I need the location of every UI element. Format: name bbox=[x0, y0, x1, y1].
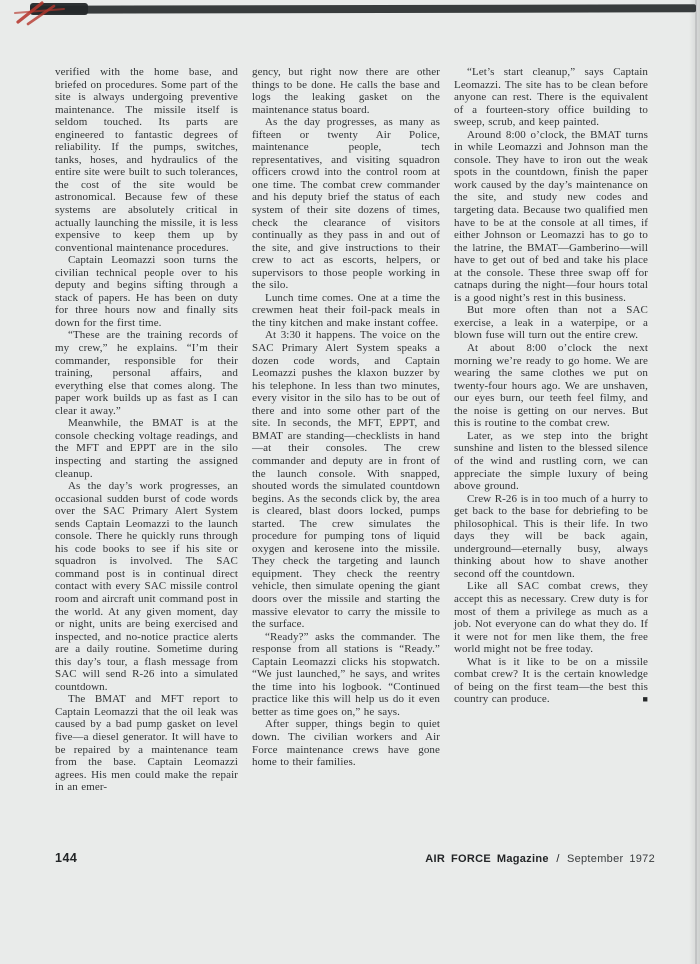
paragraph: At 3:30 it happens. The voice on the SAC Primary Alert System speaks a dozen code words, and Captain Leomazzi pushes the klaxon buzzer by his telephone. In less than two minutes, every visitor in the silo has to be out of there and into some other part of the site. In seconds, the MFT, EPPT, and BMAT are standing—checklists in hand—at their consoles. The crew commander and deputy are in front of the launch console. With snapped, shouted words the simulated countdown begins. As the seconds click by, the area is cleared, blast doors locked, pumps started. The crew simulates the procedure for pumping tons of liquid oxygen and kerosene into the missile. They check the targeting and launch equipment. They check the reentry vehicle, then simulate opening the giant doors over the missile and starting the massive elevator to carry the missile to the surface. bbox=[252, 329, 440, 631]
scan-line-artifact bbox=[30, 4, 696, 13]
paragraph: Crew R-26 is in too much of a hurry to get back to the base for debriefing to be philosophical. This is their life. In two days they will be back again, underground—eternally busy, always thinking about how to shave another second off the countdown. bbox=[454, 492, 648, 580]
paragraph: verified with the home base, and briefed on procedures. Some part of the site is always undergoing preventive maintenance. The missile itself is seldom touched. Its parts are engineered to fantastic degrees of reliability. If the pumps, switches, tanks, hoses, and hydraulics of the entire site were built to such tolerances, the cost of the site would be astronomical. Because few of these systems are absolutely critical in actually launching the missile, it is less expensive to keep them up by conventional maintenance procedures. bbox=[55, 66, 238, 254]
paragraph: Like all SAC combat crews, they accept this as necessary. Crew duty is for most of them a privilege as much as a job. Not everyone can do what they do. If it were not for men like them, the free world might not be free today. bbox=[454, 580, 648, 656]
issue-date: September 1972 bbox=[566, 853, 655, 865]
paragraph: “Ready?” asks the commander. The response from all stations is “Ready.” Captain Leomazzi clicks his stopwatch. “We just launched,” he says, and writes the time into his logbook. “Continued practice like this will help us do it even better as time goes on,” he says. bbox=[252, 630, 440, 718]
paragraph: The BMAT and MFT report to Captain Leomazzi that the oil leak was caused by a bad pump gasket on level five—a diesel generator. It will have to be repaired by a maintenance team from the base. Captain Leomazzi agrees. His men could make the repair in an emer- bbox=[55, 693, 238, 794]
column-left bbox=[55, 66, 238, 794]
magazine-name: AIR FORCE Magazine bbox=[425, 853, 549, 865]
paragraph: After supper, things begin to quiet down. The civilian workers and Air Force maintenance crews have gone home to their families. bbox=[252, 718, 440, 769]
paragraph-last bbox=[454, 656, 648, 706]
article-body bbox=[55, 66, 648, 794]
paragraph: “Let’s start cleanup,” says Captain Leomazzi. The site has to be clean before anyone can rest. There is the equivalent of a fourteen-story office building to sweep, scrub, and keep painted. bbox=[454, 66, 648, 129]
paragraph: Around 8:00 o’clock, the BMAT turns in while Leomazzi and Johnson man the console. They have to iron out the weak spots in the countdown, finish the paper work caused by the day’s maintenance on the site, and study new codes and targeting data. Because two qualified men have to be at the console at all times, if either Johnson or Leomazzi has to go to the latrine, the BMAT—Gamberino—will have to get out of bed and take his place at the console. These three swap off for catnaps during the night—four hours total is a good night’s rest in this business. bbox=[454, 128, 648, 304]
red-pen-mark-icon bbox=[12, 0, 76, 26]
paragraph: At about 8:00 o’clock the next morning we’re ready to go home. We are wearing the same clothes we put on twenty-four hours ago. We are unshaven, our eyes burn, our teeth feel filmy, and the noise is getting on our nerves. But this is routine to the combat crew. bbox=[454, 342, 648, 430]
paragraph: Captain Leomazzi soon turns the civilian technical people over to his deputy and begins sifting through a stack of papers. He has been on duty for three hours now and finally sits down for the first time. bbox=[55, 254, 238, 329]
column-right bbox=[454, 66, 648, 794]
article-end-mark: ■ bbox=[642, 694, 648, 705]
paragraph: Lunch time comes. One at a time the crewmen heat their foil-pack meals in the tiny kitchen and make instant coffee. bbox=[252, 291, 440, 329]
paragraph: But more often than not a SAC exercise, a leak in a waterpipe, or a blown fuse will turn out the entire crew. bbox=[454, 304, 648, 342]
paragraph: “These are the training records of my crew,” he explains. “I’m their commander, responsible for their training, personal affairs, and everything else that comes along. The paper work builds up as fast as I can clear it away.” bbox=[55, 329, 238, 417]
paragraph: As the day progresses, as many as fifteen or twenty Air Police, maintenance people, tech representatives, and visiting squadron officers crowd into the control room at one time. The combat crew commander and his deputy brief the status of each system of their site dozens of times, check the clearance of visitors continually as they pass in and out of the site, and give instructions to their crew to act as escorts, helpers, or supervisors to those people working in the silo. bbox=[252, 116, 440, 292]
paragraph-text: What is it like to be on a missile combat crew? It is the certain knowledge of being on the first team—the best this country can produce. bbox=[454, 655, 648, 706]
column-middle bbox=[252, 66, 440, 794]
page-footer bbox=[55, 851, 655, 865]
magazine-credit bbox=[425, 853, 655, 865]
paragraph: Meanwhile, the BMAT is at the console checking voltage readings, and the MFT and EPPT are in the silo inspecting and starting the assigned cleanup. bbox=[55, 417, 238, 480]
page-edge-line bbox=[695, 0, 697, 964]
paragraph: gency, but right now there are other things to be done. He calls the base and logs the leaking gasket on the maintenance status board. bbox=[252, 66, 440, 116]
paragraph: As the day’s work progresses, an occasional sudden burst of code words over the SAC Primary Alert System sends Captain Leomazzi to the launch console. There he quickly runs through his code books to see if his site or squadron is involved. The SAC command post is in continual direct contact with every SAC missile control room and aircraft unit command post in the world. At any given moment, day or night, units are being exercised and inspected, and no-notice practice alerts are a daily routine. Sometime during this day’s tour, a flash message from SAC will send R-26 into a simulated countdown. bbox=[55, 480, 238, 693]
footer-separator: / bbox=[556, 853, 560, 865]
page-number: 144 bbox=[55, 851, 78, 865]
paragraph: Later, as we step into the bright sunshine and listen to the blessed silence of the wind and rustling corn, we can appreciate the simple luxury of being above ground. bbox=[454, 429, 648, 493]
